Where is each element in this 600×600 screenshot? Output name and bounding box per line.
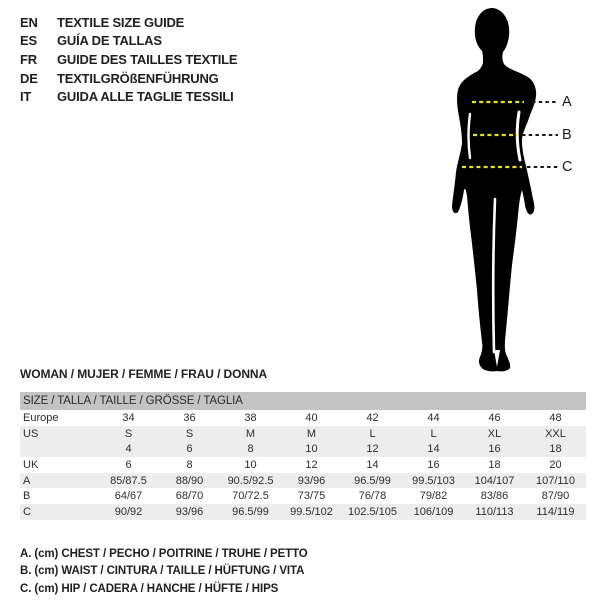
size-cell: S [185,427,194,440]
size-table [20,392,586,520]
size-cell: 70/72.5 [232,490,269,503]
size-cell: 40 [305,411,318,424]
size-cell: 102.5/105 [348,505,397,518]
table-row [20,457,586,473]
size-cell: 6 [125,458,132,471]
size-cell: 12 [305,458,318,471]
language-row [20,50,237,69]
measure-label-b: B [562,127,572,143]
size-cell: 90.5/92.5 [227,474,274,487]
woman-silhouette-figure [400,0,600,390]
size-cell: 16 [427,458,440,471]
size-cell: S [124,427,133,440]
row-label: C [23,505,31,518]
table-row [20,441,586,457]
size-cell: 42 [366,411,379,424]
language-code: EN [20,14,38,30]
table-row [20,426,586,442]
size-cell: 10 [305,443,318,456]
size-cell: 114/119 [536,505,575,518]
size-cell: 68/70 [175,490,204,503]
size-cell: 46 [488,411,501,424]
language-label: GUIDA ALLE TAGLIE TESSILI [57,89,234,105]
row-label: A [23,474,31,487]
size-cell: 38 [244,411,257,424]
size-cell: 16 [488,443,501,456]
size-cell: 76/78 [358,490,387,503]
row-label: Europe [23,411,59,424]
size-cell: 36 [183,411,196,424]
table-row [20,504,586,520]
size-table-body [20,410,586,520]
size-cell: 10 [244,458,257,471]
size-cell: L [369,427,376,440]
language-label: GUIDE DES TAILLES TEXTILE [57,51,238,67]
language-label: GUÍA DE TALLAS [57,33,162,49]
language-code: DE [20,70,38,86]
language-code: FR [20,51,37,67]
size-cell: M [245,427,256,440]
size-cell: 96.5/99 [354,474,391,487]
legend-line: C. (cm) HIP / CADERA / HANCHE / HÜFTE / HIPS [20,582,279,595]
measure-label-a: A [562,94,572,110]
size-cell: 107/110 [536,474,575,487]
measurement-legend [20,545,308,598]
size-cell: 6 [186,443,193,456]
size-cell: 20 [549,458,562,471]
row-label: US [23,427,39,440]
language-code: IT [20,89,32,105]
size-cell: 14 [366,458,379,471]
language-label: TEXTILE SIZE GUIDE [57,14,185,30]
table-row [20,410,586,426]
size-cell: 64/67 [114,490,143,503]
size-cell: 73/75 [297,490,326,503]
size-cell: 93/96 [175,505,204,518]
language-label: TEXTILGRÖßENFÜHRUNG [57,70,219,86]
row-label [20,441,98,457]
size-cell: 8 [186,458,193,471]
size-cell: 87/90 [541,490,570,503]
row-label: B [23,490,31,503]
row-label: UK [23,458,39,471]
women-sizes-heading: WOMAN / MUJER / FEMME / FRAU / DONNA [20,367,268,381]
language-row [20,32,237,51]
size-cell: 48 [549,411,562,424]
language-row [20,69,237,88]
legend-line: A. (cm) CHEST / PECHO / POITRINE / TRUHE / PETTO [20,547,308,560]
size-cell: 44 [427,411,440,424]
size-cell: 18 [488,458,501,471]
size-cell: 110/113 [475,505,514,518]
size-cell: 88/90 [175,474,204,487]
size-cell: 85/87.5 [110,474,147,487]
language-code: ES [20,33,37,49]
size-cell: 12 [366,443,379,456]
size-cell: 106/109 [413,505,454,518]
language-row [20,13,237,32]
size-cell: 99.5/103 [412,474,455,487]
table-row [20,473,586,489]
size-cell: 99.5/102 [290,505,333,518]
size-cell: 4 [125,443,132,456]
size-cell: 34 [122,411,135,424]
size-cell: 93/96 [297,474,326,487]
size-cell: 104/107 [474,474,515,487]
size-table-header-row [20,392,586,410]
size-cell: XL [487,427,502,440]
size-table-header: SIZE / TALLA / TAILLE / GRÖSSE / TAGLIA [20,392,586,410]
size-cell: 83/86 [480,490,509,503]
size-cell: 14 [427,443,440,456]
size-cell: 79/82 [419,490,448,503]
language-list [20,13,237,106]
measure-label-c: C [562,159,573,175]
size-cell: 90/92 [114,505,143,518]
language-row [20,87,237,106]
size-cell: 8 [247,443,254,456]
size-cell: 18 [549,443,562,456]
size-cell: M [306,427,317,440]
size-cell: 96.5/99 [232,505,269,518]
table-row [20,488,586,504]
legend-line: B. (cm) WAIST / CINTURA / TAILLE / HÜFTUNG / VITA [20,565,305,578]
size-cell: L [430,427,437,440]
size-cell: XXL [545,427,566,440]
